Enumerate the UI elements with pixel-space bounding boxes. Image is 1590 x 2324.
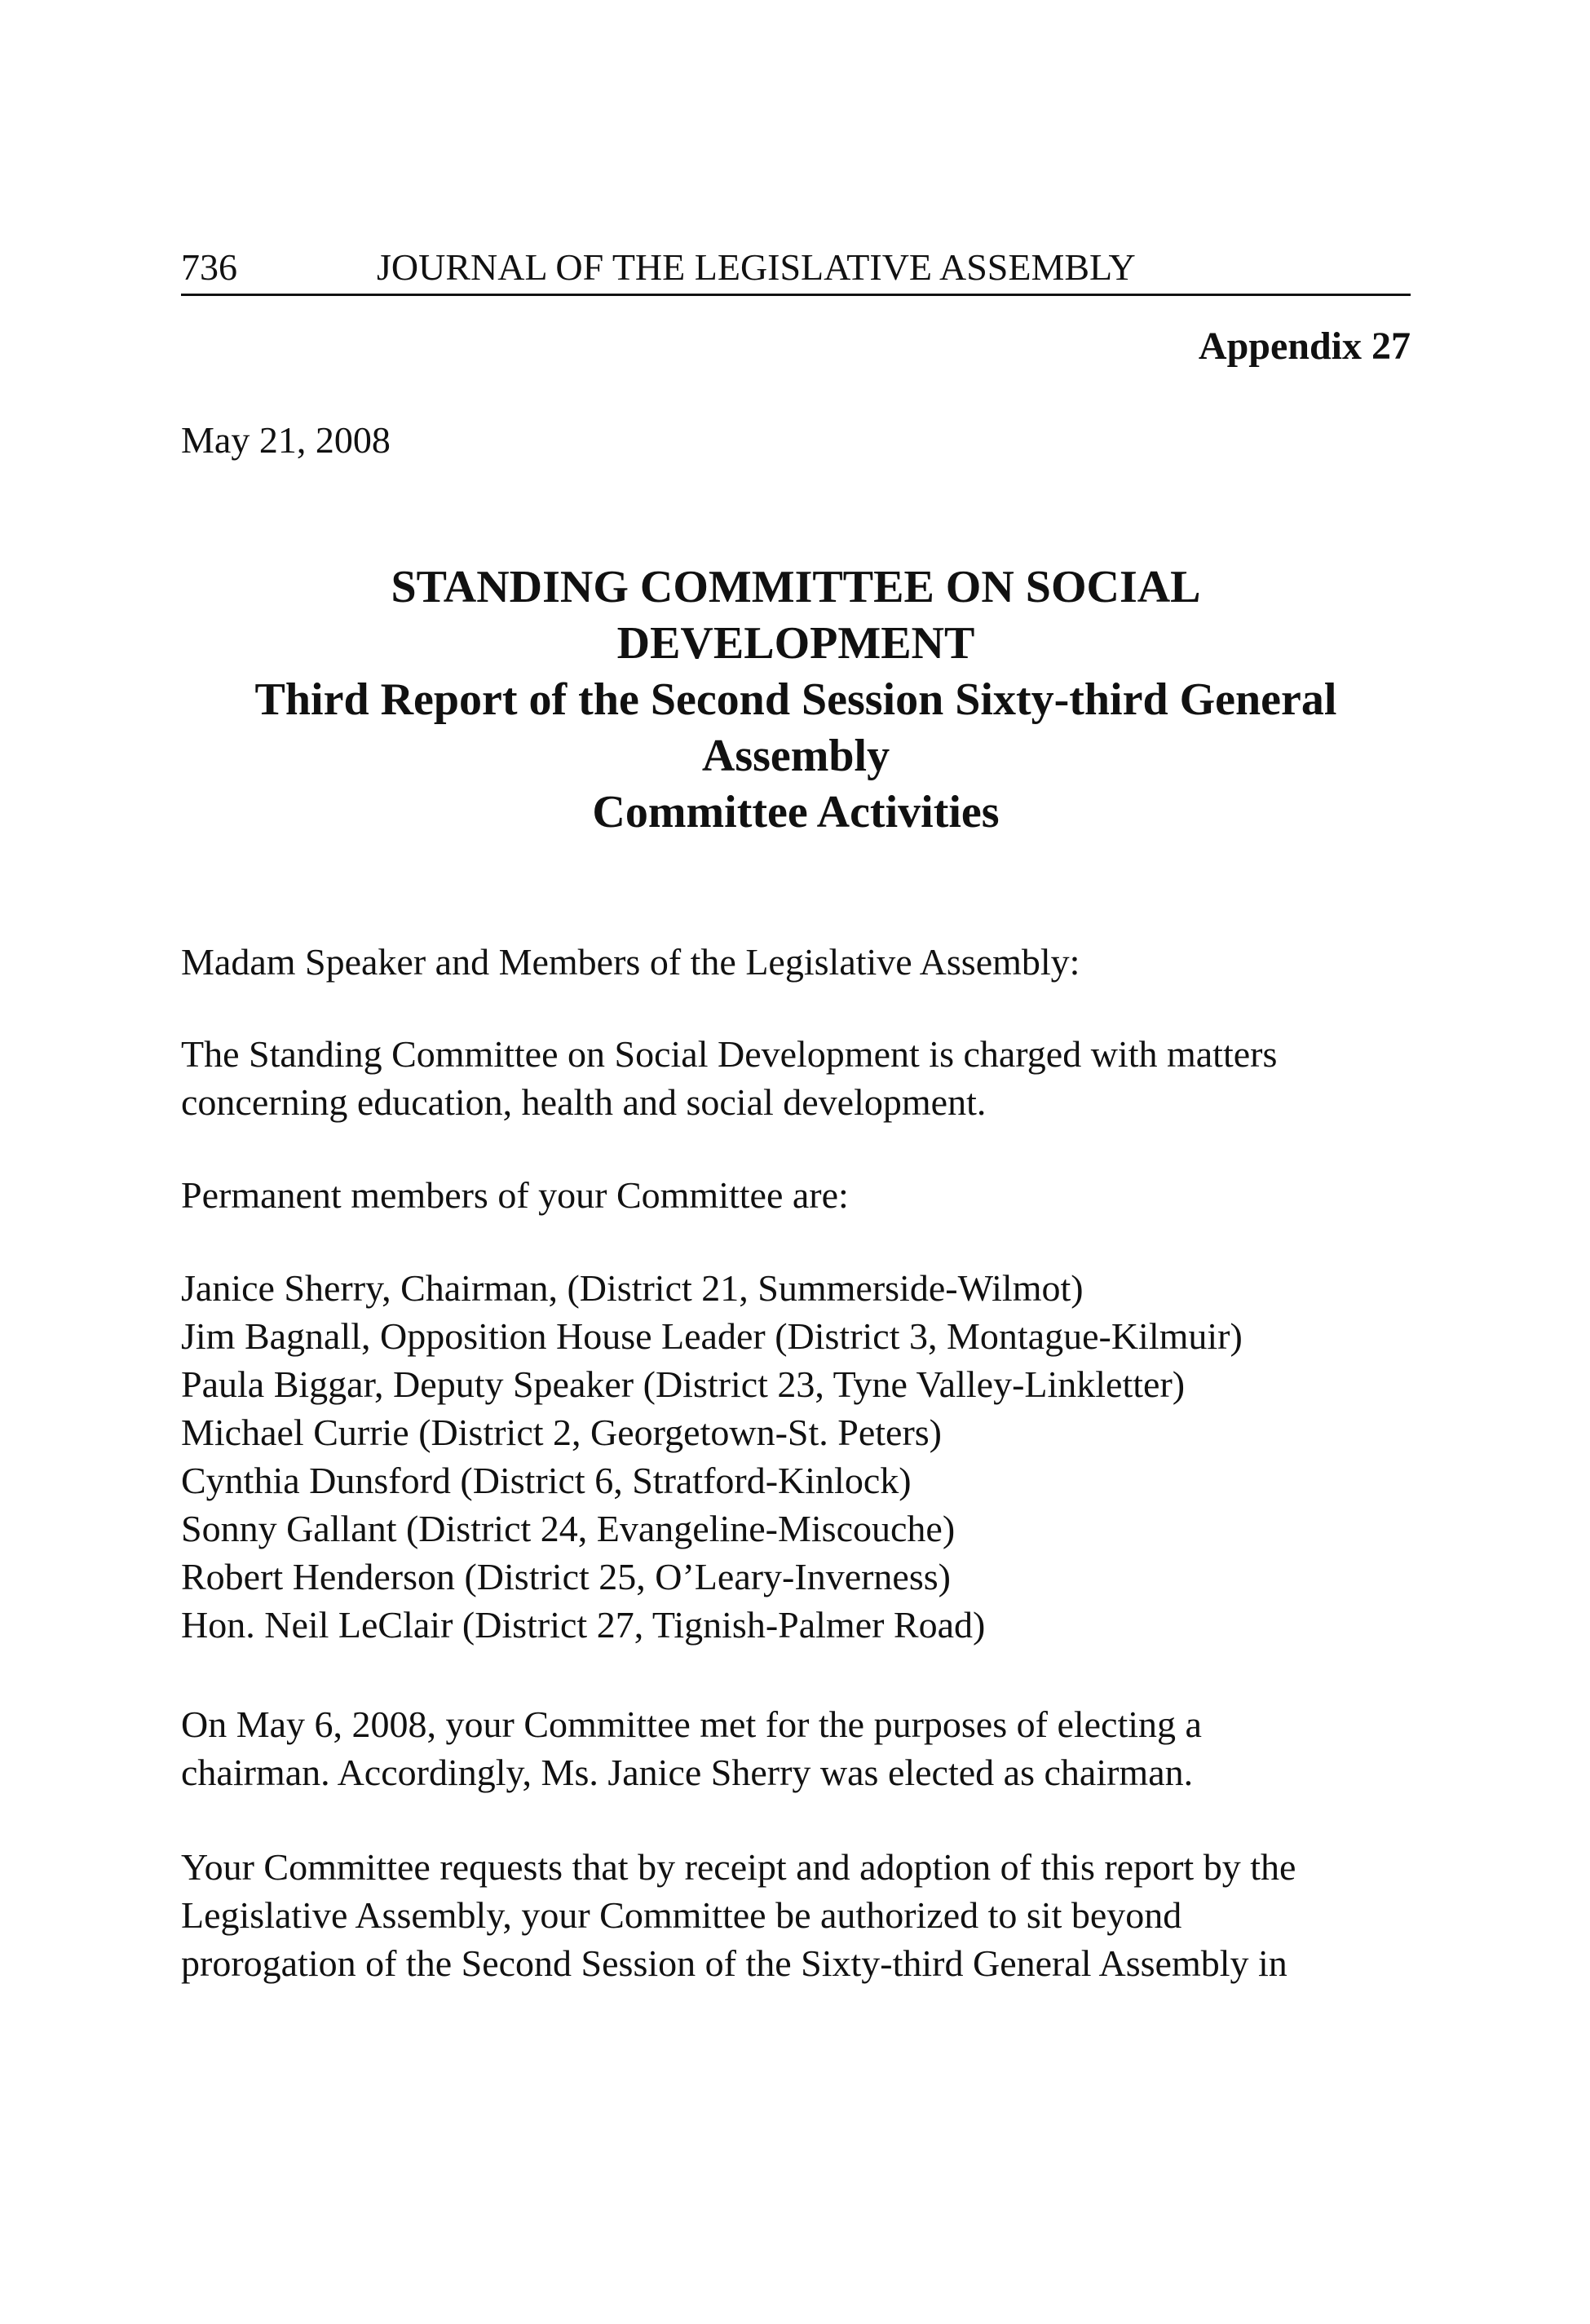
paragraph-committee-charge	[181, 1030, 1429, 1126]
paragraph-line: chairman. Accordingly, Ms. Janice Sherry was elected as chairman.	[181, 1752, 1194, 1793]
paragraph-line: The Standing Committee on Social Development is charged with matters	[181, 1033, 1278, 1075]
report-date: May 21, 2008	[181, 419, 391, 461]
page-number: 736	[181, 246, 237, 288]
member-item: Michael Currie (District 2, Georgetown-St. Peters)	[181, 1412, 942, 1453]
paragraph-election	[181, 1700, 1429, 1796]
paragraph-request	[181, 1843, 1429, 1987]
member-item: Janice Sherry, Chairman, (District 21, Summerside-Wilmot)	[181, 1267, 1084, 1309]
members-intro	[181, 1171, 1429, 1219]
members-list	[181, 1264, 1429, 1649]
appendix-label: Appendix 27	[1198, 325, 1411, 368]
member-item: Paula Biggar, Deputy Speaker (District 23, Tyne Valley-Linkletter)	[181, 1363, 1186, 1405]
member-item: Sonny Gallant (District 24, Evangeline-Miscouche)	[181, 1508, 956, 1549]
title-line: Committee Activities	[592, 787, 1000, 837]
member-item: Jim Bagnall, Opposition House Leader (District 3, Montague-Kilmuir)	[181, 1315, 1243, 1357]
report-title	[181, 559, 1411, 841]
member-item: Cynthia Dunsford (District 6, Stratford-Kinlock)	[181, 1460, 912, 1501]
title-line: Third Report of the Second Session Sixty-third General	[254, 674, 1337, 725]
member-item: Robert Henderson (District 25, O’Leary-Inverness)	[181, 1556, 951, 1597]
members-intro-line: Permanent members of your Committee are:	[181, 1174, 849, 1216]
journal-title: JOURNAL OF THE LEGISLATIVE ASSEMBLY	[377, 246, 1136, 288]
paragraph-line: Legislative Assembly, your Committee be authorized to sit beyond	[181, 1894, 1182, 1936]
paragraph-line: concerning education, health and social development.	[181, 1081, 987, 1123]
member-item: Hon. Neil LeClair (District 27, Tignish-Palmer Road)	[181, 1604, 986, 1646]
paragraph-line: Your Committee requests that by receipt and adoption of this report by the	[181, 1846, 1296, 1888]
paragraph-line: prorogation of the Second Session of the Sixty-third General Assembly in	[181, 1942, 1287, 1984]
title-line: STANDING COMMITTEE ON SOCIAL	[391, 562, 1201, 612]
paragraph-line: On May 6, 2008, your Committee met for the purposes of electing a	[181, 1703, 1202, 1745]
salutation-line: Madam Speaker and Members of the Legislative Assembly:	[181, 941, 1080, 983]
running-header	[181, 245, 1411, 296]
title-line: DEVELOPMENT	[616, 618, 975, 669]
title-line: Assembly	[701, 731, 890, 781]
salutation	[181, 938, 1429, 986]
